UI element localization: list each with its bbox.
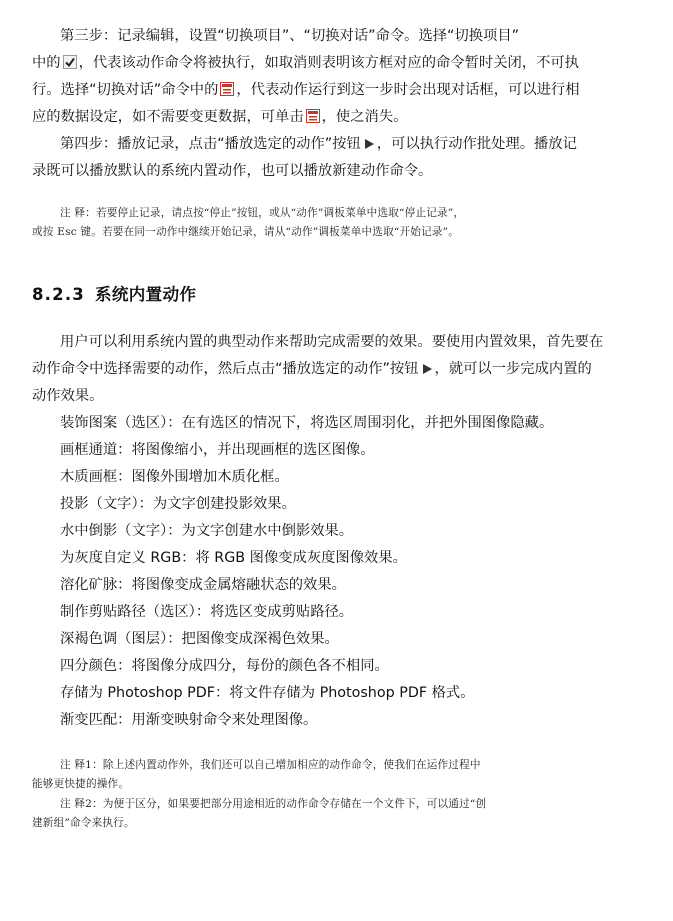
intro-line-3 [32, 386, 103, 406]
step4-line-1 [60, 134, 577, 154]
step3-line-1 [60, 26, 519, 46]
play-selection-icon [421, 363, 433, 375]
note3-line-1: 注 释2：为便于区分，如果要把部分用途相近的动作命令存储在一个文件下，可以通过“创 [60, 798, 487, 810]
list-item: 存储为 Photoshop PDF：将文件存储为 Photoshop PDF 格式。 [60, 685, 475, 701]
step3-text-4b: ，使之消失。 [321, 109, 408, 125]
step3-line-4 [32, 107, 407, 127]
intro-text-1: 用户可以利用系统内置的典型动作来帮助完成需要的效果。要使用内置效果，首先要在 [60, 334, 604, 350]
list-item: 投影（文字）：为文字创建投影效果。 [60, 496, 296, 512]
note2-line-1: 注 释1：除上述内置动作外，我们还可以自己增加相应的动作命令，使我们在运作过程中 [60, 759, 481, 771]
note3-line-2: 建新组”命令来执行。 [32, 817, 135, 829]
list-item: 四分颜色：将图像分成四分，每份的颜色各不相同。 [60, 658, 389, 674]
step4-line-2 [32, 161, 432, 181]
list-item: 画框通道：将图像缩小，并出现画框的选区图像。 [60, 442, 375, 458]
intro-line-2 [32, 359, 592, 379]
step4-text-1b: ，可以执行动作批处理。播放记 [376, 136, 577, 152]
step3-text-1: 第三步：记录编辑，设置“切换项目”、“切换对话”命令。选择“切换项目” [60, 28, 520, 44]
list-item: 深褐色调（图层）：把图像变成深褐色效果。 [60, 631, 339, 647]
play-selection-icon [363, 138, 375, 150]
intro-text-3: 动作效果。 [32, 388, 104, 404]
note1-line-2: 或按 Esc 键。若要在同一动作中继续开始记录，请从“动作”调板菜单中选取“开始记录”。 [32, 226, 460, 238]
list-item: 渐变匹配：用渐变映射命令来处理图像。 [60, 712, 318, 728]
intro-line-1 [60, 332, 603, 352]
list-item: 溶化矿脉：将图像变成金属熔融状态的效果。 [60, 577, 346, 593]
dialog-toggle-icon [306, 109, 320, 123]
step3-text-3b: ，代表动作运行到这一步时会出现对话框，可以进行相 [236, 82, 580, 98]
step3-text-3a: 行。选择“切换对话”命令中的 [32, 82, 219, 98]
step4-text-2: 录既可以播放默认的系统内置动作，也可以播放新建动作命令。 [32, 163, 433, 179]
intro-text-2a: 动作命令中选择需要的动作，然后点击“播放选定的动作”按钮 [32, 361, 419, 377]
section-heading [32, 283, 196, 307]
note2-line-2: 能够更快捷的操作。 [32, 778, 130, 790]
list-item: 装饰图案（选区）：在有选区的情况下，将选区周围羽化，并把外围图像隐藏。 [60, 415, 554, 431]
section-number: 8.2.3 [32, 285, 85, 304]
step3-line-2 [32, 53, 579, 73]
step3-text-2a: 中的 [32, 55, 61, 71]
list-item: 木质画框：图像外围增加木质化框。 [60, 469, 289, 485]
checkmark-toggle-icon [63, 55, 77, 69]
list-item: 为灰度自定义 RGB：将 RGB 图像变成灰度图像效果。 [60, 550, 407, 566]
list-item: 制作剪贴路径（选区）：将选区变成剪贴路径。 [60, 604, 354, 620]
dialog-toggle-icon [220, 82, 234, 96]
step3-line-3 [32, 80, 580, 100]
step3-text-4a: 应的数据设定，如不需要变更数据，可单击 [32, 109, 304, 125]
section-title: 系统内置动作 [94, 285, 197, 304]
step3-text-2b: ，代表该动作命令将被执行，如取消则表明该方框对应的命令暂时关闭，不可执 [78, 55, 579, 71]
note1-line-1: 注 释：若要停止记录，请点按“停止”按钮，或从“动作”调板菜单中选取“停止记录”， [60, 207, 465, 219]
list-item: 水中倒影（文字）：为文字创建水中倒影效果。 [60, 523, 354, 539]
step4-text-1a: 第四步：播放记录，点击“播放选定的动作”按钮 [60, 136, 361, 152]
intro-text-2b: ，就可以一步完成内置的 [434, 361, 592, 377]
